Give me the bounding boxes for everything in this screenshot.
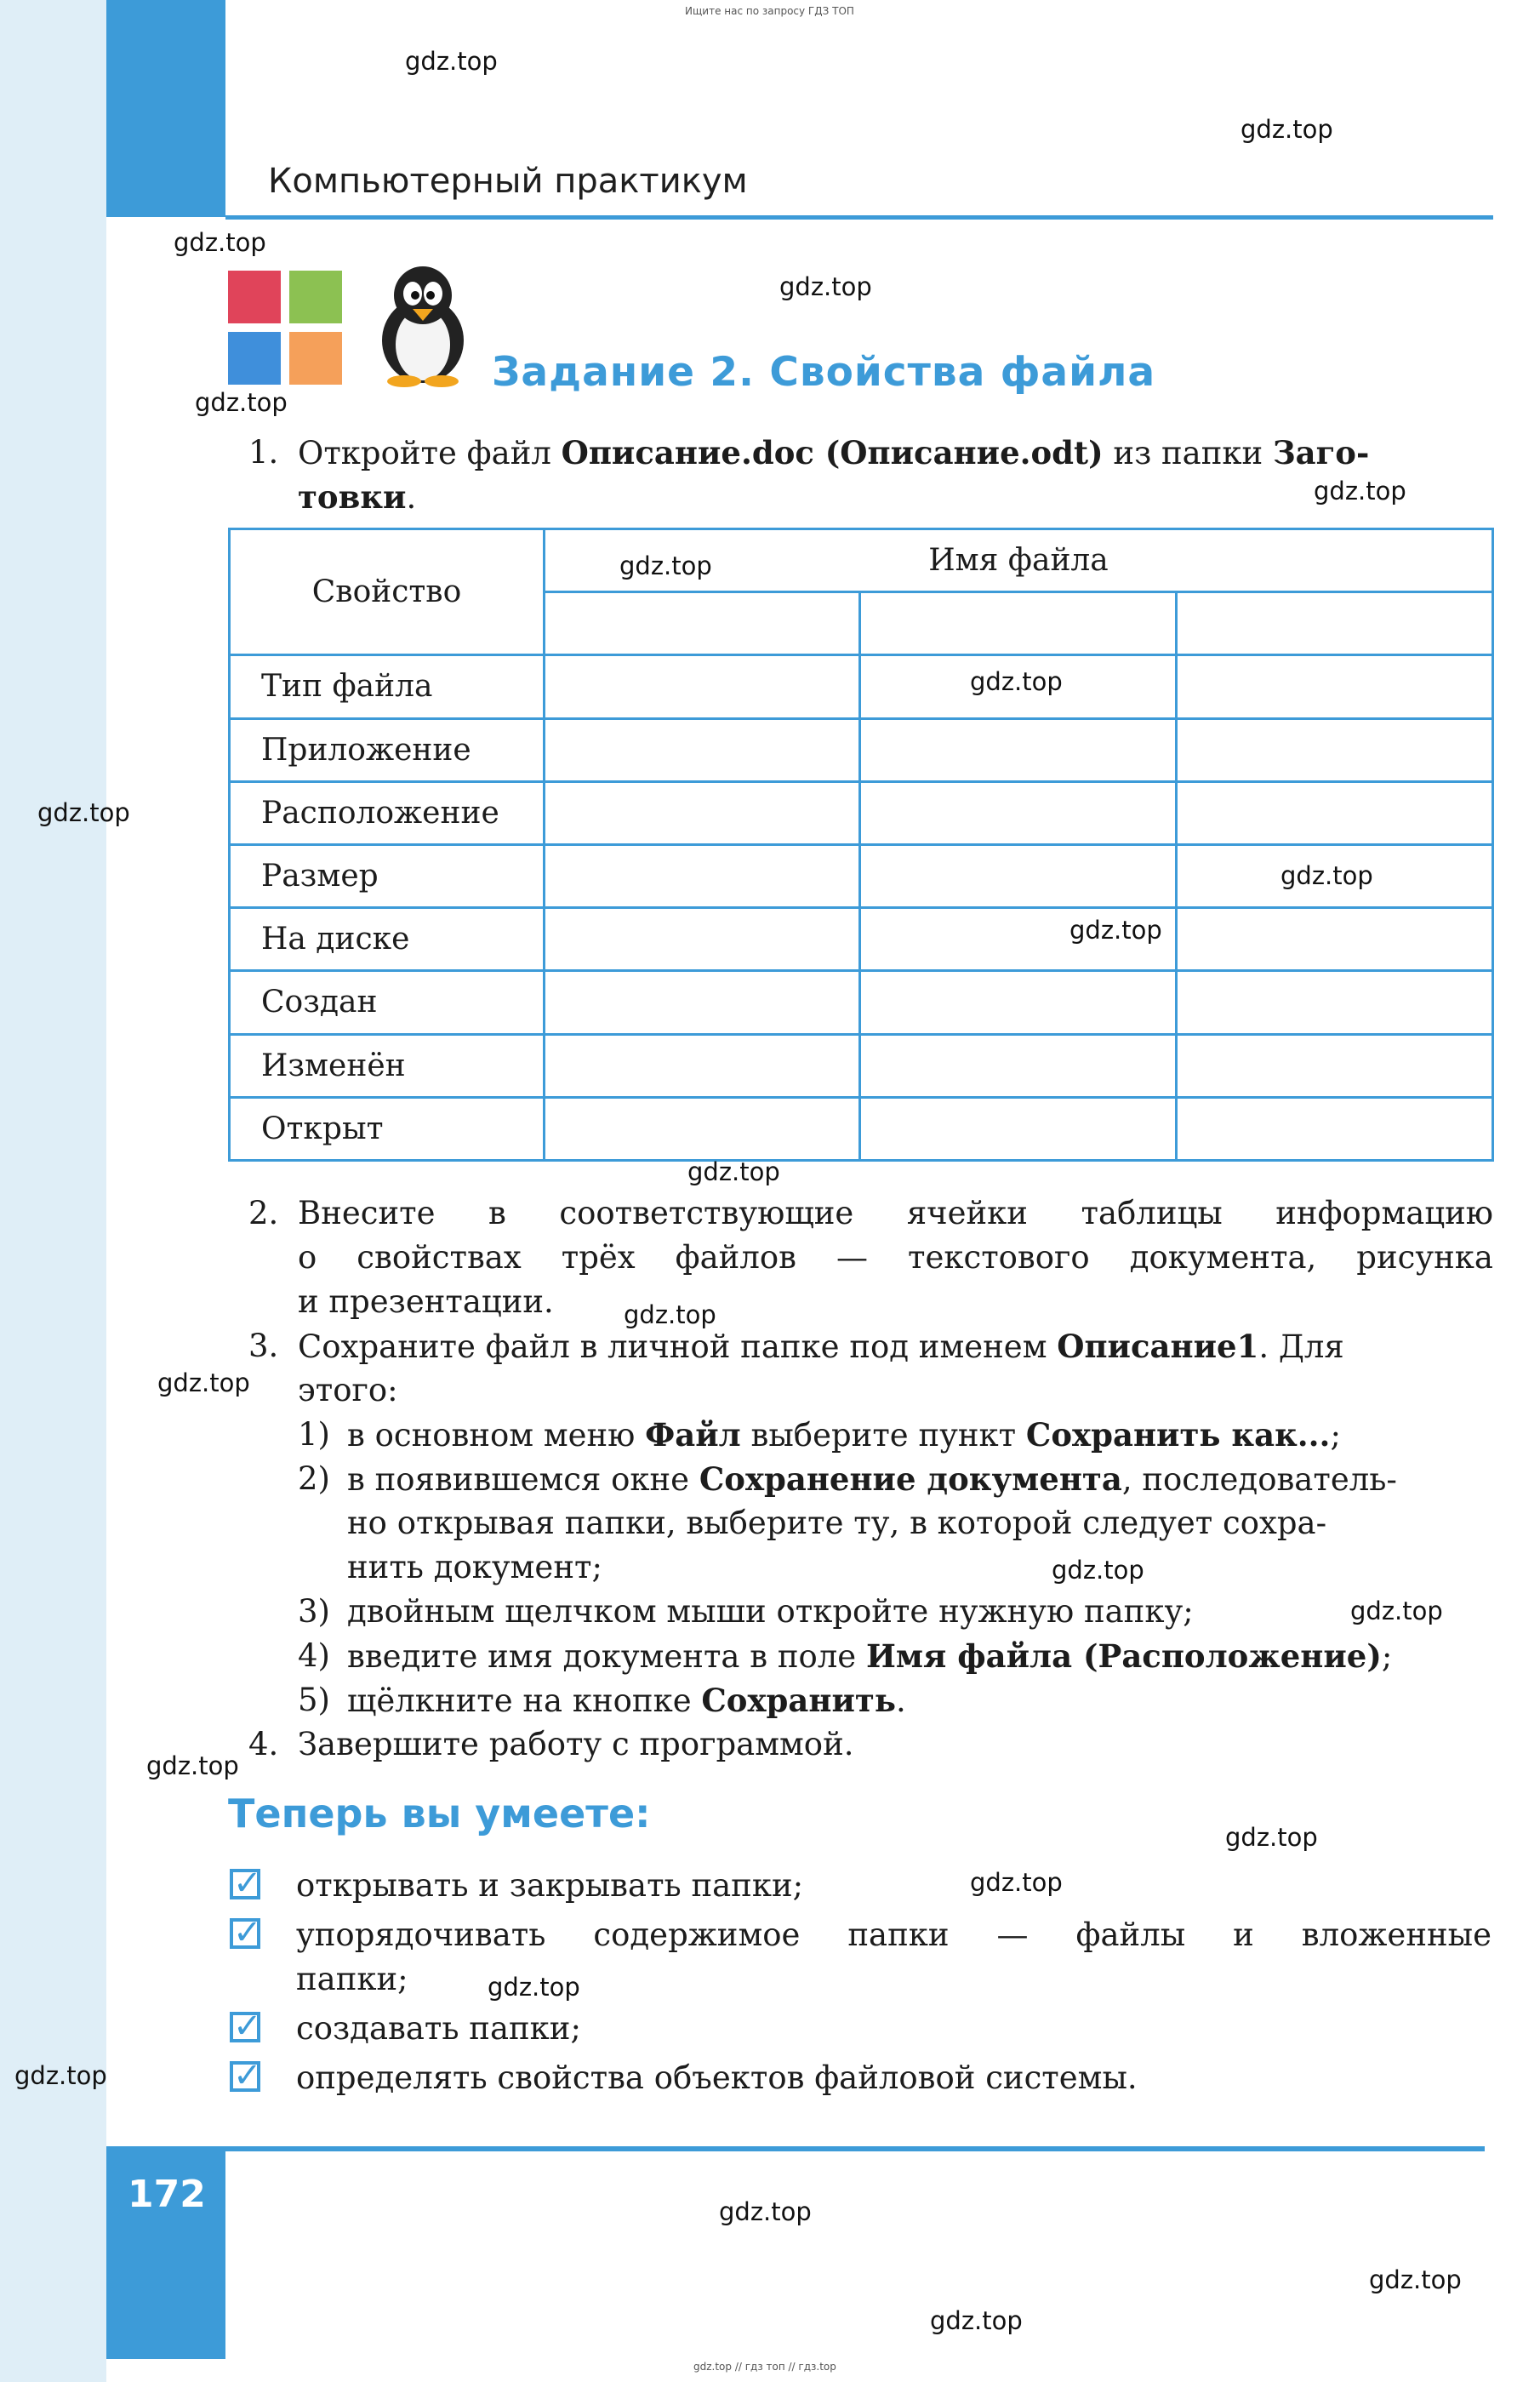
table-header-row [230, 529, 1493, 592]
table-cell[interactable] [860, 781, 1177, 844]
table-row [230, 908, 1493, 971]
watermark: gdz.top [488, 1973, 580, 2002]
left-margin-strip [0, 0, 106, 2382]
table-cell[interactable] [1177, 592, 1493, 655]
watermark: gdz.top [1369, 2265, 1462, 2294]
top-note: Ищите нас по запросу ГДЗ ТОП [685, 5, 854, 17]
logo-square-red [228, 271, 281, 323]
table-cell[interactable] [1177, 1034, 1493, 1097]
table-row [230, 655, 1493, 718]
header-file-name: Имя файла [545, 529, 1493, 592]
checkbox-checked-icon: ✓ [230, 2061, 260, 2092]
table-row [230, 1097, 1493, 1160]
table-cell[interactable] [1177, 971, 1493, 1034]
step1-number: 1. [248, 434, 279, 471]
table-cell[interactable] [860, 844, 1177, 907]
section-title: Компьютерный практикум [268, 162, 748, 201]
row-label: Изменён [230, 1034, 545, 1097]
skill-item-continued: папки; [296, 1961, 408, 1997]
watermark: gdz.top [1225, 1823, 1318, 1852]
step3-post: . Для [1258, 1328, 1344, 1365]
watermark: gdz.top [619, 551, 712, 580]
substep2-line3: нить документ; [347, 1549, 602, 1585]
table-row [230, 1034, 1493, 1097]
step2-line2: о свойствах трёх файлов — текстового документа, рисунка [298, 1239, 1493, 1276]
table-cell[interactable] [545, 1034, 860, 1097]
watermark: gdz.top [157, 1368, 250, 1397]
watermark: gdz.top [174, 228, 266, 257]
table-cell[interactable] [1177, 655, 1493, 718]
watermark: gdz.top [624, 1300, 716, 1329]
table-cell[interactable] [545, 718, 860, 781]
step2-line3: и презентации. [298, 1283, 554, 1320]
row-label: Тип файла [230, 655, 545, 718]
table-cell[interactable] [545, 1097, 860, 1160]
watermark: gdz.top [37, 798, 130, 827]
watermark: gdz.top [779, 272, 872, 301]
checkbox-checked-icon: ✓ [230, 1869, 260, 1899]
step3-filename: Описание1 [1057, 1328, 1259, 1365]
watermark: gdz.top [1241, 115, 1333, 144]
header-rule [225, 215, 1493, 220]
logo-square-blue [228, 332, 281, 385]
step1-folder-part2: товки [298, 478, 407, 516]
dialog-save-document: Сохранение документа [699, 1460, 1122, 1498]
substep5-number: 5) [298, 1682, 330, 1718]
step3-line1 [298, 1324, 1493, 1369]
step1-line2 [298, 475, 416, 520]
button-save-label: Сохранить [701, 1682, 896, 1719]
substep1-mid: выберите пункт [740, 1417, 1026, 1454]
step3-pre: Сохраните файл в личной папке под именем [298, 1328, 1058, 1365]
step1-folder-part1: Заго- [1272, 434, 1370, 471]
menu-file: Файл [645, 1416, 741, 1454]
substep2-number: 2) [298, 1460, 330, 1497]
step2-line1: Внесите в соответствующие ячейки таблицы информацию [298, 1195, 1493, 1231]
row-label: Расположение [230, 781, 545, 844]
watermark: gdz.top [405, 47, 498, 76]
skills-title: Теперь вы умеете: [228, 1791, 651, 1836]
step2-number: 2. [248, 1195, 279, 1231]
checkbox-checked-icon: ✓ [230, 2012, 260, 2042]
logo-square-green [289, 271, 342, 323]
watermark: gdz.top [146, 1751, 239, 1780]
menu-save-as: Сохранить как... [1025, 1416, 1331, 1454]
step4-text: Завершите работу с программой. [298, 1726, 854, 1762]
substep3-text: двойным щелчком мыши откройте нужную папку; [347, 1593, 1194, 1630]
substep1-end: ; [1330, 1417, 1341, 1454]
substep2-line2: но открывая папки, выберите ту, в которой следует сохра- [347, 1505, 1327, 1541]
watermark: gdz.top [1069, 916, 1162, 945]
table-cell[interactable] [860, 592, 1177, 655]
table-cell[interactable] [545, 908, 860, 971]
table-cell[interactable] [1177, 781, 1493, 844]
header-blue-block [106, 0, 225, 217]
watermark: gdz.top [14, 2061, 107, 2090]
step1-pre: Откройте файл [298, 435, 562, 471]
task-title: Задание 2. Свойства файла [492, 349, 1156, 396]
watermark: gdz.top [970, 667, 1063, 696]
penguin-icon [370, 260, 476, 387]
page-number: 172 [128, 2173, 206, 2216]
properties-table [228, 528, 1494, 1162]
watermark: gdz.top [195, 388, 288, 417]
table-cell[interactable] [860, 1034, 1177, 1097]
step1-end: . [406, 479, 417, 516]
substep4-pre: введите имя документа в поле [347, 1638, 866, 1675]
watermark: gdz.top [930, 2306, 1023, 2335]
substep3-number: 3) [298, 1593, 330, 1630]
row-label: Приложение [230, 718, 545, 781]
substep2-pre: в появившемся окне [347, 1461, 699, 1498]
table-cell[interactable] [860, 718, 1177, 781]
bottom-note: gdz.top // гдз топ // гдз.top [693, 2361, 836, 2373]
step3-line2: этого: [298, 1372, 398, 1408]
substep4-end: ; [1381, 1638, 1393, 1675]
watermark: gdz.top [719, 2197, 812, 2226]
row-label: На диске [230, 908, 545, 971]
watermark: gdz.top [970, 1868, 1063, 1897]
table-cell[interactable] [1177, 908, 1493, 971]
table-cell[interactable] [545, 844, 860, 907]
watermark: gdz.top [1052, 1556, 1144, 1585]
step1-line1 [298, 431, 1493, 476]
substep1-pre: в основном меню [347, 1417, 646, 1454]
skill-item: упорядочивать содержимое папки — файлы и вложенные [296, 1916, 1492, 1953]
step4-number: 4. [248, 1726, 279, 1762]
substep1-text [347, 1413, 1341, 1458]
substep5-end: . [895, 1682, 906, 1719]
table-cell[interactable] [860, 971, 1177, 1034]
substep2-line1 [347, 1457, 1397, 1502]
table-cell[interactable] [545, 971, 860, 1034]
skill-item: создавать папки; [296, 2010, 581, 2047]
header-property: Свойство [230, 529, 545, 655]
field-file-name: Имя файла (Расположение) [865, 1637, 1382, 1675]
table-cell[interactable] [860, 1097, 1177, 1160]
substep5-pre: щёлкните на кнопке [347, 1682, 702, 1719]
table-cell[interactable] [545, 781, 860, 844]
step3-number: 3. [248, 1328, 279, 1364]
skill-item: определять свойства объектов файловой системы. [296, 2059, 1138, 2096]
table-row [230, 781, 1493, 844]
row-label: Размер [230, 844, 545, 907]
table-row [230, 971, 1493, 1034]
logo-square-orange [289, 332, 342, 385]
watermark: gdz.top [1280, 861, 1373, 890]
step1-file: Описание.doc (Описание.odt) [561, 434, 1104, 471]
substep4-text [347, 1634, 1392, 1679]
watermark: gdz.top [687, 1157, 780, 1186]
skill-item: открывать и закрывать папки; [296, 1867, 804, 1904]
table-cell[interactable] [545, 592, 860, 655]
substep5-text [347, 1678, 906, 1723]
footer-rule [225, 2146, 1485, 2151]
substep4-number: 4) [298, 1637, 330, 1674]
substep2-post: , последователь- [1121, 1461, 1397, 1498]
watermark: gdz.top [1314, 477, 1406, 506]
row-label: Создан [230, 971, 545, 1034]
checkbox-checked-icon: ✓ [230, 1918, 260, 1949]
table-cell[interactable] [1177, 718, 1493, 781]
watermark: gdz.top [1350, 1597, 1443, 1625]
table-row [230, 718, 1493, 781]
table-cell[interactable] [1177, 1097, 1493, 1160]
step1-mid: из папки [1103, 435, 1273, 471]
substep1-number: 1) [298, 1416, 330, 1453]
table-cell[interactable] [545, 655, 860, 718]
row-label: Открыт [230, 1097, 545, 1160]
